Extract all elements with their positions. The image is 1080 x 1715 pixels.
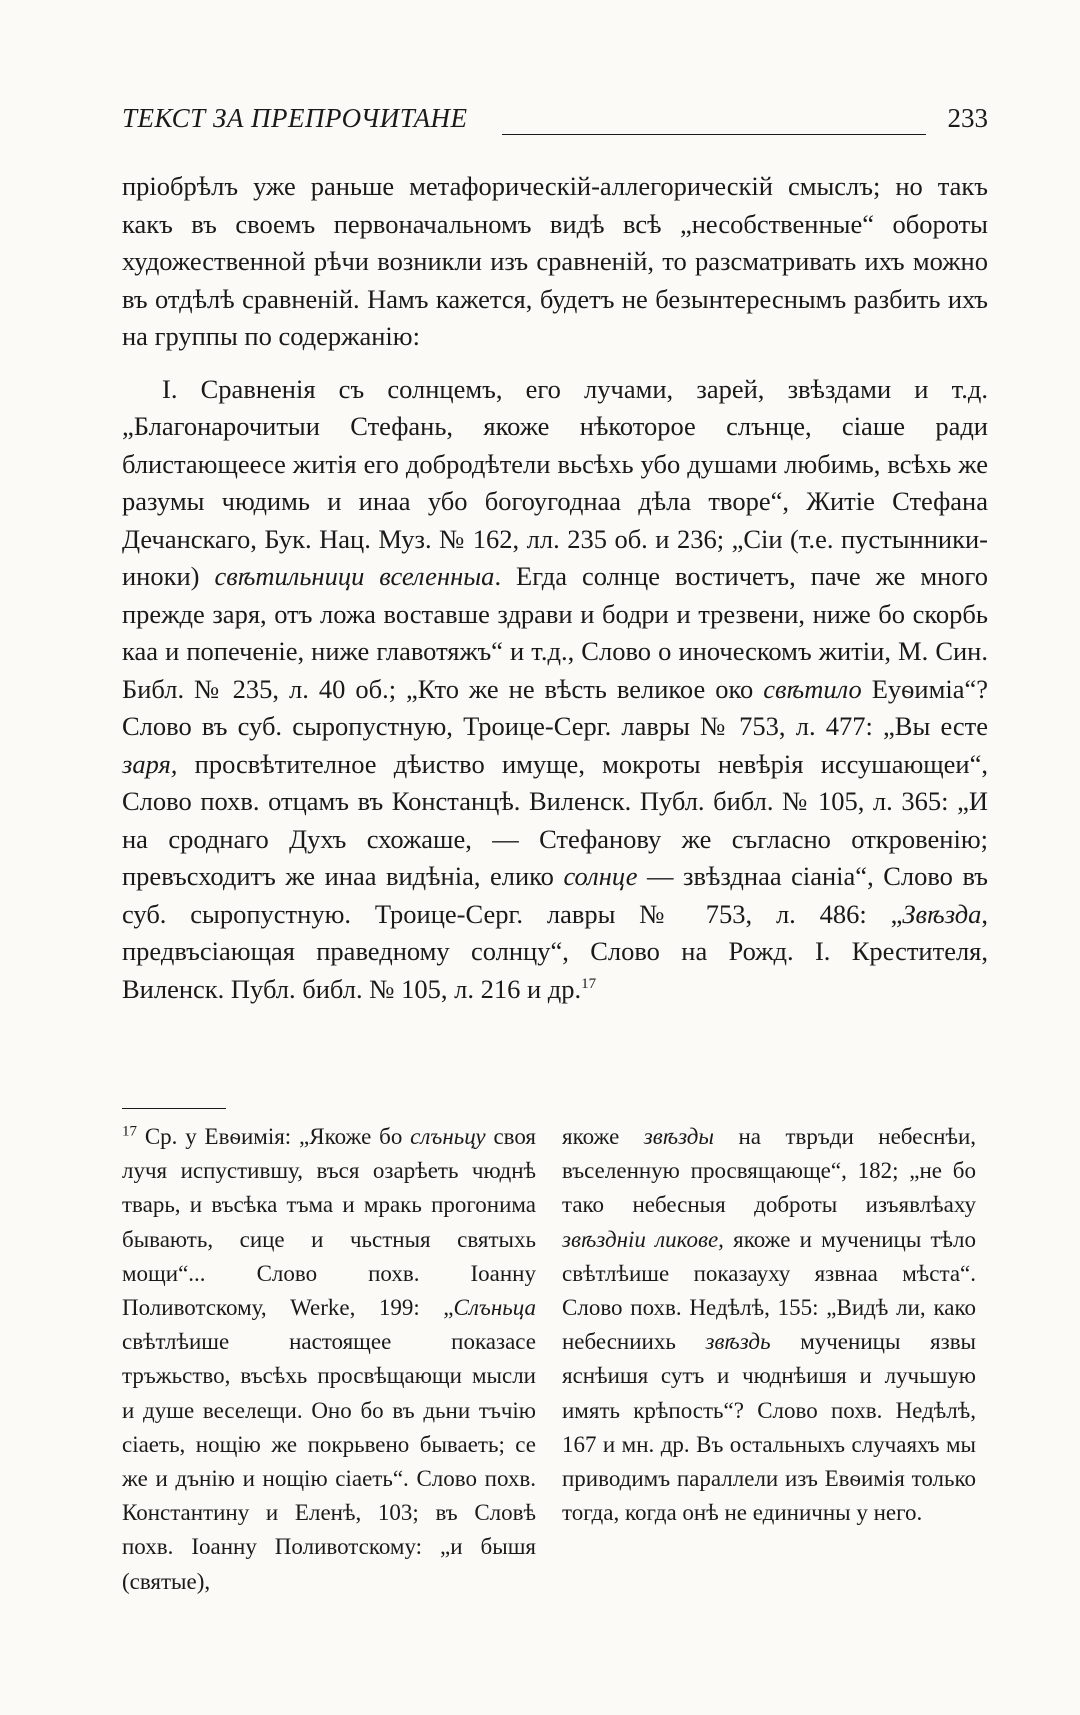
italic-term: свѣтило [763, 673, 862, 704]
footnote-number: 17 [122, 1123, 137, 1140]
italic-term: свѣтильници вселенныа [214, 561, 495, 591]
paragraph-1: пріобрѣлъ уже раньше метафорическій-аллегорическій смыслъ; но такъ какъ въ своемъ первоначальномъ видѣ всѣ „несобственные“ обороты художественной рѣчи возникли изъ сравненій, то разсматривать ихъ можно въ отдѣлѣ сравненій. Намъ кажется, будетъ не безынтереснымъ разбить ихъ на группы по содержанію: [122, 171, 988, 351]
page-header [122, 103, 988, 143]
footnote-rule [122, 1108, 226, 1109]
italic-term: заря, [122, 748, 178, 779]
italic-term: Звѣзда [902, 898, 982, 929]
main-text [122, 168, 988, 1008]
italic-term: солнце [563, 861, 638, 891]
footnote-column-right: якоже звѣзды на твръди небеснѣи, въселенную просвящающе“, 182; „не бо тако небесныя доброты изъявлѣаху звѣздніи ликове, якоже и мученицы тѣло свѣтлѣише показауху язвнаа мѣста“. Слово похв. Недѣлѣ, 155: „Видѣ ли, како небесниихь звѣздь мученицы язвы яснѣишя сутъ и чюднѣишя и лучьшую имять крѣпость“? Слово похв. Недѣлѣ, 167 и мн. др. Въ остальныхъ случаяхъ мы приводимъ параллели изъ Евѳимія только тогда, когда онѣ не единичны у него. [562, 1124, 977, 1526]
footnote-reference: 17 [581, 975, 597, 992]
page-number: 233 [947, 103, 988, 133]
header-rule [502, 134, 926, 135]
paragraph-2: I. Сравненія съ солнцемъ, его лучами, зарей, звѣздами и т.д. „Благонарочитыи Стефань, якоже нѣкоторое слънце, сіаше ради блистающеесе житія его добродѣтели вьсѣхь убо душами любимь, всѣхь же разумы чюдимь и инаа убо богоугоднаа дѣла творе“, Житіе Стефана Дечанскаго, Бук. Нац. Муз. № 162, лл. 235 об. и 236; „Сіи (т.е. пустынники-иноки) свѣтильници вселенныа. Егда солнце востичетъ, паче же много прежде заря, отъ ложа воставше здрави и бодри и трезвени, ниже бо скорбь каа и попеченіе, ниже главотяжъ“ и т.д., Слово о иноческомъ житіи, М. Син. Библ. № 235, л. 40 об.; „Кто же не вѣсть великое око свѣтило Еуѳиміа“? Слово въ суб. сыропустную, Троице-Серг. лавры № 753, л. 477: „Вы есте заря, просвѣтителное дѣиство имуще, мокроты невѣрія иссушающеи“, Слово похв. отцамъ въ Констанцѣ. Виленск. Публ. библ. № 105, л. 365: „И на сроднаго Духъ схожаше, — Стефанову же съгласно откровенію; превъсходитъ же инаа видѣніа, елико солнце — звѣзднаа сіаніа“, Слово въ суб. сыропустную. Троице-Серг. лавры № 753, л. 486: „Звѣзда, предвъсіающая праведному солнцу“, Слово на Рожд. I. Крестителя, Виленск. Публ. библ. № 105, л. 216 и др.$^{17}$ [122, 373, 989, 1004]
footnote-column-left: $^{17}$ Ср. у Евѳимія: „Якоже бо слъньцу своя лучя испустившу, въся озарѣеть чюднѣ тварь, и въсѣка тъма и мракь прогонима бывають, сице и чьстныя святыхь мощи“... Слово похв. Іоанну Поливотскому, Werke, 199: „Слъньца свѣтлѣише настоящее показасе тръжьство, въсѣхь просвѣщающи мысли и душе веселещи. Оно бо въ дьни тъчію сіаеть, нощію же покрьвено бываеть; се же и дънію и нощію сіаеть“. Слово похв. Константину и Еленѣ, 103; въ Словѣ похв. Іоанну Поливотскому: „и бышя (святые), [122, 1123, 537, 1594]
running-title: ТЕКСТ ЗА ПРЕПРОЧИТАНЕ [122, 103, 476, 134]
